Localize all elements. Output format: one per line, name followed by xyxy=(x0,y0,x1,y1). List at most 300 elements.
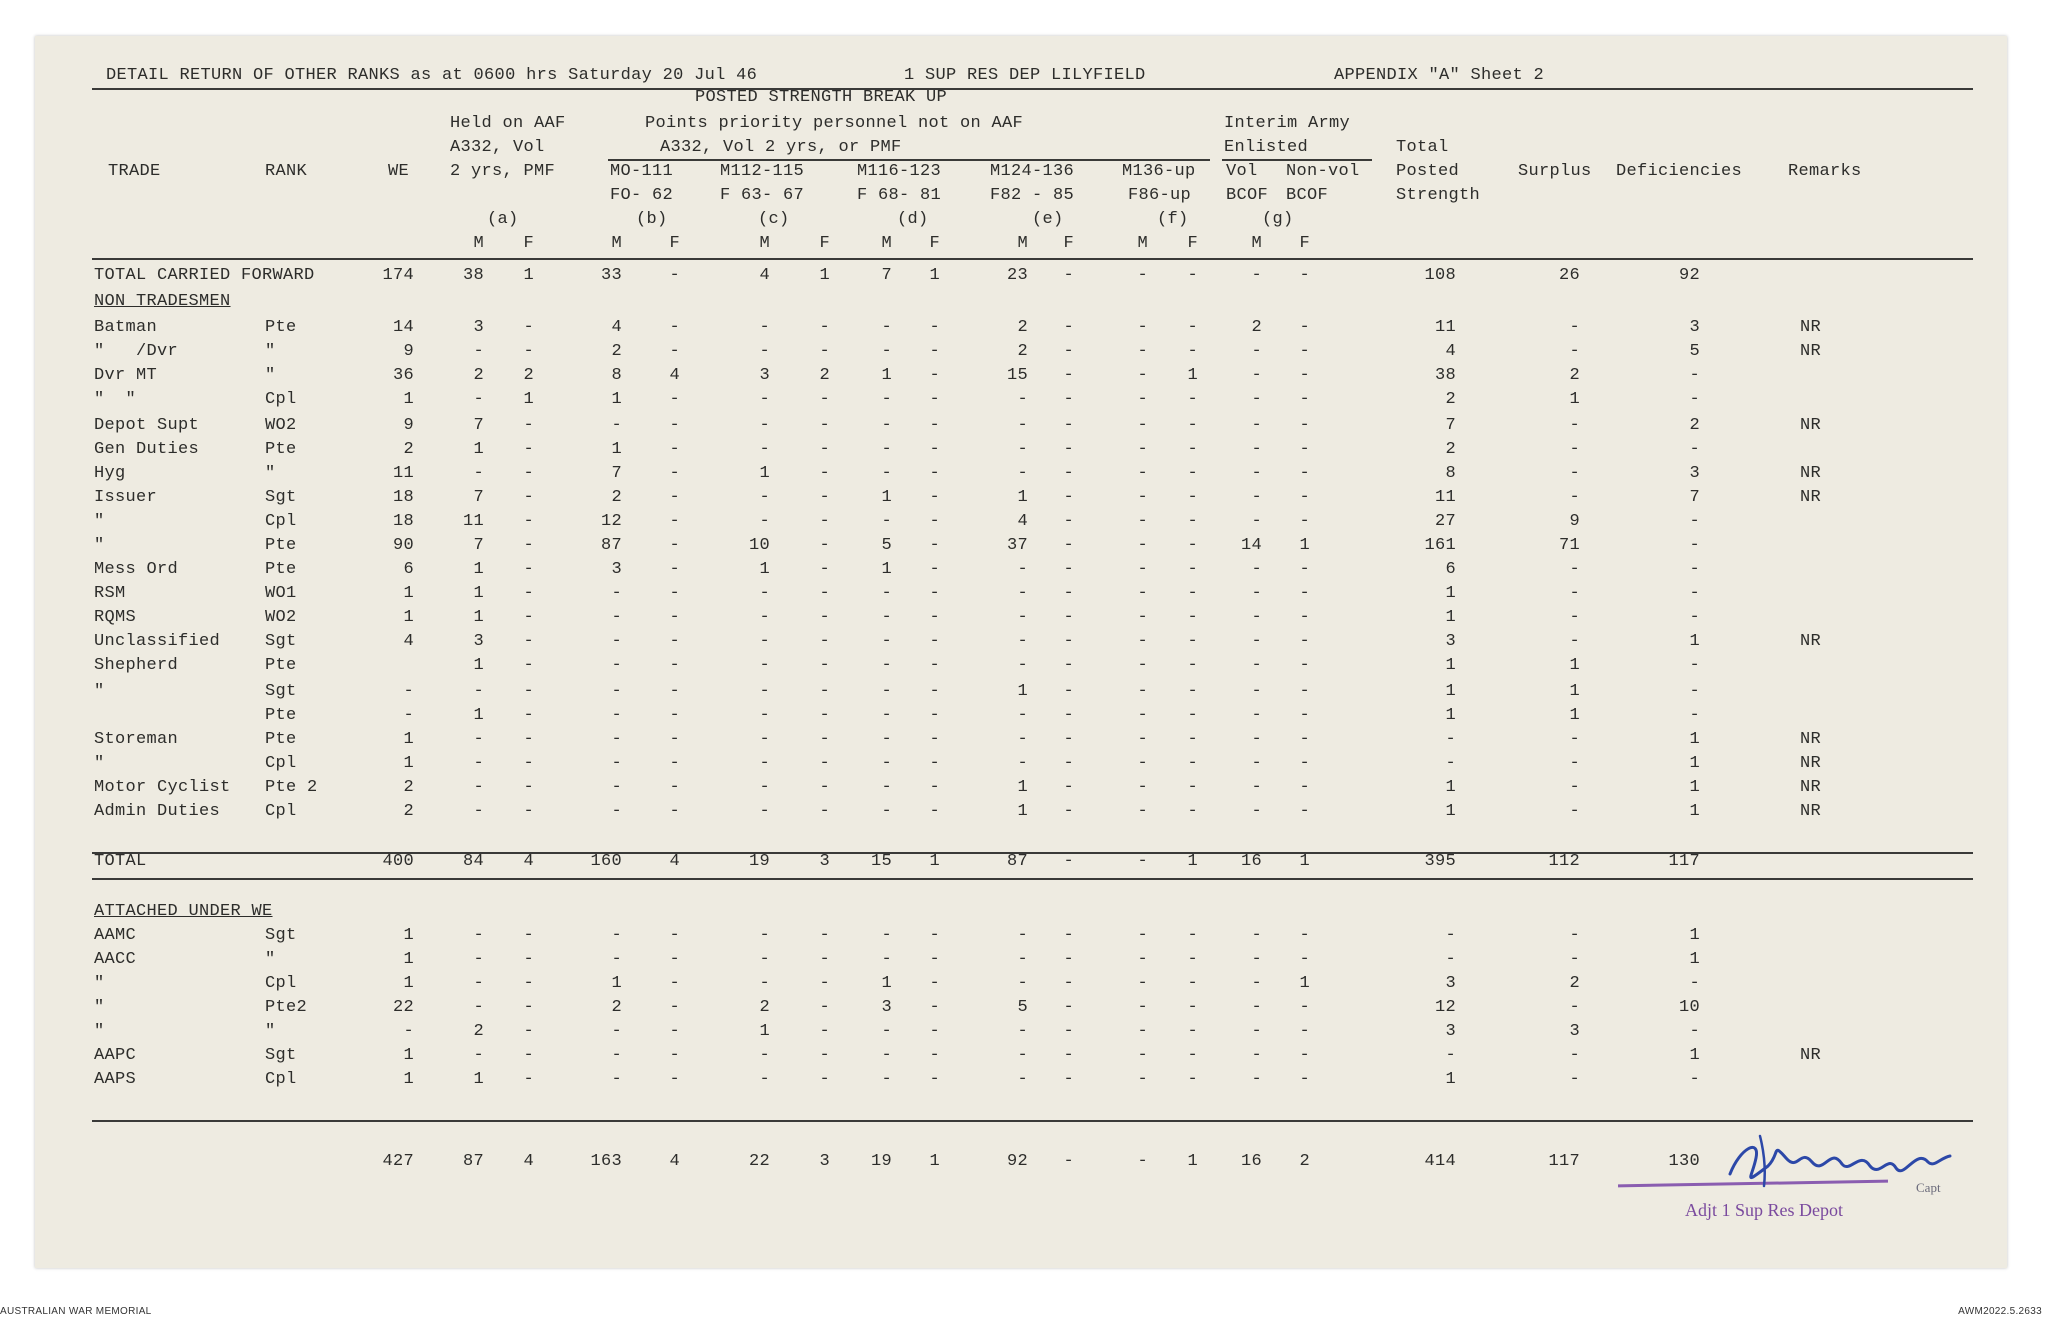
cell-df: - xyxy=(929,440,940,459)
cell-df: - xyxy=(929,390,940,409)
cell-bf: - xyxy=(669,342,680,361)
cell-tot: 1 xyxy=(1445,656,1456,675)
cell-gv: - xyxy=(1251,998,1262,1017)
cell-gv: - xyxy=(1251,440,1262,459)
rank-cell: WO2 xyxy=(265,608,297,627)
header-we: WE xyxy=(388,162,410,181)
cell-sur: - xyxy=(1569,608,1580,627)
cell-bm: - xyxy=(611,706,622,725)
cell-fm: - xyxy=(1137,656,1148,675)
cell-ef: - xyxy=(1063,560,1074,579)
cell-tot: 7 xyxy=(1445,416,1456,435)
cell-bf: - xyxy=(669,632,680,651)
rule-interim xyxy=(1222,159,1372,161)
cell-cm: - xyxy=(759,656,770,675)
stamp-text: Adjt 1 Sup Res Depot xyxy=(1685,1200,1844,1220)
cell-cf: - xyxy=(819,998,830,1017)
cell-dm: 1 xyxy=(881,974,892,993)
rank-cell: " xyxy=(265,1022,276,1041)
cell-fm: - xyxy=(1137,440,1148,459)
cell-ef: - xyxy=(1063,440,1074,459)
cell-bm: 160 xyxy=(590,852,622,871)
trade-cell: AAPS xyxy=(94,1070,137,1089)
rank-cell: Pte xyxy=(265,656,297,675)
cell-bm: - xyxy=(611,778,622,797)
cell-ff: - xyxy=(1187,440,1198,459)
cell-ff: - xyxy=(1187,584,1198,603)
cell-df: - xyxy=(929,754,940,773)
cell-cm: - xyxy=(759,342,770,361)
cell-fm: - xyxy=(1137,1046,1148,1065)
remarks-cell: NR xyxy=(1800,488,1822,507)
cell-ff: 1 xyxy=(1187,366,1198,385)
cell-dm: 19 xyxy=(870,1152,892,1171)
cell-ef: - xyxy=(1063,608,1074,627)
cell-cm: - xyxy=(759,1046,770,1065)
cell-gn: - xyxy=(1299,464,1310,483)
cell-sur: - xyxy=(1569,730,1580,749)
cell-ff: - xyxy=(1187,706,1198,725)
cell-we: 174 xyxy=(382,266,414,285)
cell-bm: - xyxy=(611,1070,622,1089)
cell-dm: 1 xyxy=(881,366,892,385)
cell-df: - xyxy=(929,656,940,675)
cell-bm: 2 xyxy=(611,488,622,507)
subheader-f: F xyxy=(929,234,940,253)
cell-cf: - xyxy=(819,632,830,651)
remarks-cell: NR xyxy=(1800,778,1822,797)
rank-cell: Pte xyxy=(265,560,297,579)
cell-cm: - xyxy=(759,754,770,773)
cell-bf: - xyxy=(669,950,680,969)
cell-ef: - xyxy=(1063,464,1074,483)
cell-tot: 1 xyxy=(1445,706,1456,725)
cell-ef: - xyxy=(1063,1070,1074,1089)
cell-dm: - xyxy=(881,416,892,435)
cell-dm: - xyxy=(881,584,892,603)
header-posted-break-up: POSTED STRENGTH BREAK UP xyxy=(695,88,948,107)
cell-gv: - xyxy=(1251,488,1262,507)
cell-ef: - xyxy=(1063,488,1074,507)
cell-sur: 112 xyxy=(1548,852,1580,871)
cell-dm: 1 xyxy=(881,560,892,579)
rank-cell: Pte xyxy=(265,318,297,337)
cell-gn: - xyxy=(1299,730,1310,749)
cell-tot: 1 xyxy=(1445,802,1456,821)
cell-ff: - xyxy=(1187,512,1198,531)
cell-em: - xyxy=(1017,560,1028,579)
cell-cf: - xyxy=(819,1070,830,1089)
cell-cm: - xyxy=(759,730,770,749)
cell-am: - xyxy=(473,974,484,993)
cell-tot: 1 xyxy=(1445,1070,1456,1089)
subheader-m: M xyxy=(881,234,892,253)
cell-we: 1 xyxy=(403,754,414,773)
cell-cm: 1 xyxy=(759,1022,770,1041)
cell-ff: - xyxy=(1187,342,1198,361)
cell-bf: 4 xyxy=(669,1152,680,1171)
cell-ef: - xyxy=(1063,1152,1074,1171)
cell-gn: - xyxy=(1299,682,1310,701)
cell-tot: 27 xyxy=(1434,512,1456,531)
remarks-cell: NR xyxy=(1800,318,1822,337)
cell-we: 2 xyxy=(403,440,414,459)
cell-ff: - xyxy=(1187,560,1198,579)
cell-sur: 1 xyxy=(1569,656,1580,675)
cell-af: - xyxy=(523,926,534,945)
cell-we: 9 xyxy=(403,342,414,361)
cell-df: - xyxy=(929,1022,940,1041)
cell-we: - xyxy=(403,1022,414,1041)
cell-cf: - xyxy=(819,926,830,945)
cell-cf: - xyxy=(819,464,830,483)
cell-cf: - xyxy=(819,440,830,459)
cell-em: - xyxy=(1017,440,1028,459)
trade-cell: RQMS xyxy=(94,608,137,627)
header-surplus: Surplus xyxy=(1518,162,1592,181)
trade-cell: TOTAL xyxy=(94,852,147,871)
cell-dm: - xyxy=(881,390,892,409)
cell-af: - xyxy=(523,802,534,821)
cell-em: - xyxy=(1017,584,1028,603)
cell-dm: 1 xyxy=(881,488,892,507)
trade-cell: " xyxy=(94,1022,105,1041)
cell-af: - xyxy=(523,608,534,627)
cell-cf: 3 xyxy=(819,1152,830,1171)
cell-ef: - xyxy=(1063,656,1074,675)
cell-gv: - xyxy=(1251,416,1262,435)
cell-gv: - xyxy=(1251,1070,1262,1089)
trade-cell: Hyg xyxy=(94,464,126,483)
remarks-cell: NR xyxy=(1800,1046,1822,1065)
cell-def: - xyxy=(1689,608,1700,627)
cell-fm: - xyxy=(1137,682,1148,701)
cell-df: - xyxy=(929,560,940,579)
subheader-f: F xyxy=(1187,234,1198,253)
trade-cell: Batman xyxy=(94,318,158,337)
trade-cell: " xyxy=(94,998,105,1017)
header-total-3: Strength xyxy=(1396,186,1481,205)
cell-ef: - xyxy=(1063,730,1074,749)
cell-af: - xyxy=(523,416,534,435)
remarks-cell: NR xyxy=(1800,342,1822,361)
cell-tot: 1 xyxy=(1445,608,1456,627)
cell-af: - xyxy=(523,632,534,651)
rank-cell: Sgt xyxy=(265,682,297,701)
cell-cm: - xyxy=(759,416,770,435)
subheader-m: M xyxy=(1017,234,1028,253)
cell-def: - xyxy=(1689,974,1700,993)
rank-cell: Sgt xyxy=(265,1046,297,1065)
cell-af: 4 xyxy=(523,1152,534,1171)
cell-cf: - xyxy=(819,1022,830,1041)
cell-we: 36 xyxy=(392,366,414,385)
cell-ef: - xyxy=(1063,366,1074,385)
cell-gv: - xyxy=(1251,632,1262,651)
cell-ff: - xyxy=(1187,608,1198,627)
cell-ef: - xyxy=(1063,632,1074,651)
cell-cm: - xyxy=(759,390,770,409)
cell-sur: 117 xyxy=(1548,1152,1580,1171)
cell-am: - xyxy=(473,1046,484,1065)
trade-cell: Admin Duties xyxy=(94,802,221,821)
cell-dm: - xyxy=(881,318,892,337)
cell-cf: - xyxy=(819,342,830,361)
cell-gn: - xyxy=(1299,266,1310,285)
cell-gv: 2 xyxy=(1251,318,1262,337)
cell-sur: - xyxy=(1569,584,1580,603)
rank-cell: Pte xyxy=(265,440,297,459)
cell-gn: - xyxy=(1299,342,1310,361)
cell-ff: - xyxy=(1187,632,1198,651)
cell-tot: 12 xyxy=(1434,998,1456,1017)
cell-af: - xyxy=(523,512,534,531)
subheader-f: F xyxy=(523,234,534,253)
rank-cell: Cpl xyxy=(265,974,297,993)
cell-dm: 7 xyxy=(881,266,892,285)
cell-df: - xyxy=(929,802,940,821)
trade-cell: AAPC xyxy=(94,1046,137,1065)
trade-cell: " " xyxy=(94,390,137,409)
cell-we: 6 xyxy=(403,560,414,579)
cell-sur: - xyxy=(1569,488,1580,507)
cell-bf: - xyxy=(669,1070,680,1089)
cell-cf: - xyxy=(819,974,830,993)
cell-we: 1 xyxy=(403,730,414,749)
cell-ff: - xyxy=(1187,730,1198,749)
cell-dm: - xyxy=(881,730,892,749)
cell-fm: - xyxy=(1137,608,1148,627)
cell-df: - xyxy=(929,974,940,993)
cell-ff: - xyxy=(1187,390,1198,409)
cell-cf: - xyxy=(819,536,830,555)
header-g-tag: (g) xyxy=(1262,210,1294,229)
cell-fm: - xyxy=(1137,926,1148,945)
cell-bf: - xyxy=(669,706,680,725)
cell-sur: 1 xyxy=(1569,706,1580,725)
cell-sur: - xyxy=(1569,1070,1580,1089)
cell-ef: - xyxy=(1063,318,1074,337)
cell-we: 1 xyxy=(403,1070,414,1089)
cell-we: 18 xyxy=(392,488,414,507)
cell-def: 130 xyxy=(1668,1152,1700,1171)
cell-fm: - xyxy=(1137,852,1148,871)
cell-def: - xyxy=(1689,560,1700,579)
cell-fm: - xyxy=(1137,464,1148,483)
trade-cell: " xyxy=(94,974,105,993)
cell-def: 1 xyxy=(1689,926,1700,945)
cell-gn: - xyxy=(1299,950,1310,969)
cell-af: - xyxy=(523,656,534,675)
cell-bm: - xyxy=(611,682,622,701)
cell-bm: 4 xyxy=(611,318,622,337)
cell-gn: - xyxy=(1299,632,1310,651)
cell-bm: 8 xyxy=(611,366,622,385)
cell-gn: 1 xyxy=(1299,974,1310,993)
cell-def: - xyxy=(1689,366,1700,385)
trade-cell: Dvr MT xyxy=(94,366,158,385)
cell-gv: - xyxy=(1251,656,1262,675)
cell-cm: - xyxy=(759,974,770,993)
cell-am: 87 xyxy=(462,1152,484,1171)
remarks-cell: NR xyxy=(1800,632,1822,651)
cell-tot: 2 xyxy=(1445,390,1456,409)
cell-fm: - xyxy=(1137,488,1148,507)
cell-dm: - xyxy=(881,1046,892,1065)
cell-bm: - xyxy=(611,950,622,969)
trade-cell: " xyxy=(94,512,105,531)
cell-def: - xyxy=(1689,706,1700,725)
cell-gn: - xyxy=(1299,998,1310,1017)
header-remarks: Remarks xyxy=(1788,162,1862,181)
cell-def: 1 xyxy=(1689,950,1700,969)
cell-dm: - xyxy=(881,950,892,969)
cell-am: 84 xyxy=(462,852,484,871)
rank-cell: Cpl xyxy=(265,1070,297,1089)
cell-gv: 16 xyxy=(1240,1152,1262,1171)
cell-em: 1 xyxy=(1017,682,1028,701)
cell-bm: 1 xyxy=(611,440,622,459)
cell-ff: - xyxy=(1187,998,1198,1017)
cell-bf: - xyxy=(669,440,680,459)
cell-em: 2 xyxy=(1017,318,1028,337)
cell-bf: - xyxy=(669,778,680,797)
subheader-m: M xyxy=(611,234,622,253)
header-g-vol: Vol xyxy=(1226,162,1258,181)
cell-fm: - xyxy=(1137,1070,1148,1089)
cell-tot: 414 xyxy=(1424,1152,1456,1171)
cell-dm: - xyxy=(881,802,892,821)
cell-am: - xyxy=(473,998,484,1017)
cell-gv: - xyxy=(1251,1022,1262,1041)
cell-gv: 14 xyxy=(1240,536,1262,555)
cell-dm: - xyxy=(881,778,892,797)
cell-bf: - xyxy=(669,998,680,1017)
cell-df: - xyxy=(929,730,940,749)
rank-cell: WO2 xyxy=(265,416,297,435)
cell-we: 11 xyxy=(392,464,414,483)
cell-tot: 161 xyxy=(1424,536,1456,555)
header-trade: TRADE xyxy=(108,162,161,181)
cell-gv: - xyxy=(1251,512,1262,531)
cell-sur: 26 xyxy=(1558,266,1580,285)
cell-af: - xyxy=(523,730,534,749)
cell-we: 9 xyxy=(403,416,414,435)
section-heading: ATTACHED UNDER WE xyxy=(94,902,273,921)
cell-cm: 3 xyxy=(759,366,770,385)
cell-af: - xyxy=(523,440,534,459)
cell-df: 1 xyxy=(929,1152,940,1171)
signature-suffix: Capt xyxy=(1916,1180,1941,1195)
cell-gn: - xyxy=(1299,560,1310,579)
cell-dm: 5 xyxy=(881,536,892,555)
header-held-2: A332, Vol xyxy=(450,138,545,157)
cell-gn: - xyxy=(1299,390,1310,409)
cell-sur: 9 xyxy=(1569,512,1580,531)
cell-bf: - xyxy=(669,584,680,603)
cell-em: 15 xyxy=(1006,366,1028,385)
cell-af: - xyxy=(523,1022,534,1041)
cell-gn: - xyxy=(1299,440,1310,459)
cell-gn: - xyxy=(1299,1070,1310,1089)
rank-cell: Pte xyxy=(265,536,297,555)
cell-bf: - xyxy=(669,1022,680,1041)
cell-def: 3 xyxy=(1689,464,1700,483)
cell-sur: - xyxy=(1569,416,1580,435)
cell-df: - xyxy=(929,342,940,361)
cell-fm: - xyxy=(1137,706,1148,725)
rank-cell: Pte xyxy=(265,706,297,725)
cell-bf: - xyxy=(669,416,680,435)
rule-top xyxy=(92,88,1973,90)
cell-ef: - xyxy=(1063,778,1074,797)
cell-em: - xyxy=(1017,706,1028,725)
cell-af: 1 xyxy=(523,266,534,285)
cell-def: - xyxy=(1689,390,1700,409)
cell-ef: - xyxy=(1063,950,1074,969)
cell-bm: - xyxy=(611,1022,622,1041)
cell-ff: - xyxy=(1187,974,1198,993)
cell-cf: - xyxy=(819,682,830,701)
cell-gv: - xyxy=(1251,608,1262,627)
subheader-m: M xyxy=(1251,234,1262,253)
cell-ef: - xyxy=(1063,926,1074,945)
header-total-1: Total xyxy=(1396,138,1449,157)
cell-gn: - xyxy=(1299,1046,1310,1065)
cell-sur: - xyxy=(1569,802,1580,821)
cell-def: 10 xyxy=(1678,998,1700,1017)
cell-af: - xyxy=(523,974,534,993)
cell-bm: 2 xyxy=(611,342,622,361)
cell-ff: - xyxy=(1187,1046,1198,1065)
cell-def: - xyxy=(1689,512,1700,531)
cell-cm: - xyxy=(759,584,770,603)
cell-em: - xyxy=(1017,1070,1028,1089)
cell-em: 37 xyxy=(1006,536,1028,555)
cell-gv: - xyxy=(1251,266,1262,285)
cell-ff: - xyxy=(1187,488,1198,507)
cell-bf: - xyxy=(669,608,680,627)
cell-dm: - xyxy=(881,464,892,483)
cell-cm: 2 xyxy=(759,998,770,1017)
remarks-cell: NR xyxy=(1800,730,1822,749)
cell-gv: 16 xyxy=(1240,852,1262,871)
cell-em: - xyxy=(1017,608,1028,627)
cell-df: - xyxy=(929,632,940,651)
cell-gn: - xyxy=(1299,512,1310,531)
cell-tot: 6 xyxy=(1445,560,1456,579)
cell-def: 5 xyxy=(1689,342,1700,361)
cell-df: - xyxy=(929,536,940,555)
cell-gv: - xyxy=(1251,390,1262,409)
cell-tot: - xyxy=(1445,730,1456,749)
cell-em: 1 xyxy=(1017,488,1028,507)
cell-cf: - xyxy=(819,706,830,725)
cell-em: - xyxy=(1017,950,1028,969)
cell-am: 1 xyxy=(473,560,484,579)
cell-em: 1 xyxy=(1017,778,1028,797)
cell-gn: - xyxy=(1299,926,1310,945)
cell-gv: - xyxy=(1251,366,1262,385)
cell-bf: - xyxy=(669,754,680,773)
cell-fm: - xyxy=(1137,266,1148,285)
cell-tot: - xyxy=(1445,1046,1456,1065)
rule-header-bottom xyxy=(92,258,1973,260)
cell-cf: - xyxy=(819,318,830,337)
cell-fm: - xyxy=(1137,998,1148,1017)
rank-cell: Pte 2 xyxy=(265,778,318,797)
subheader-f: F xyxy=(1063,234,1074,253)
